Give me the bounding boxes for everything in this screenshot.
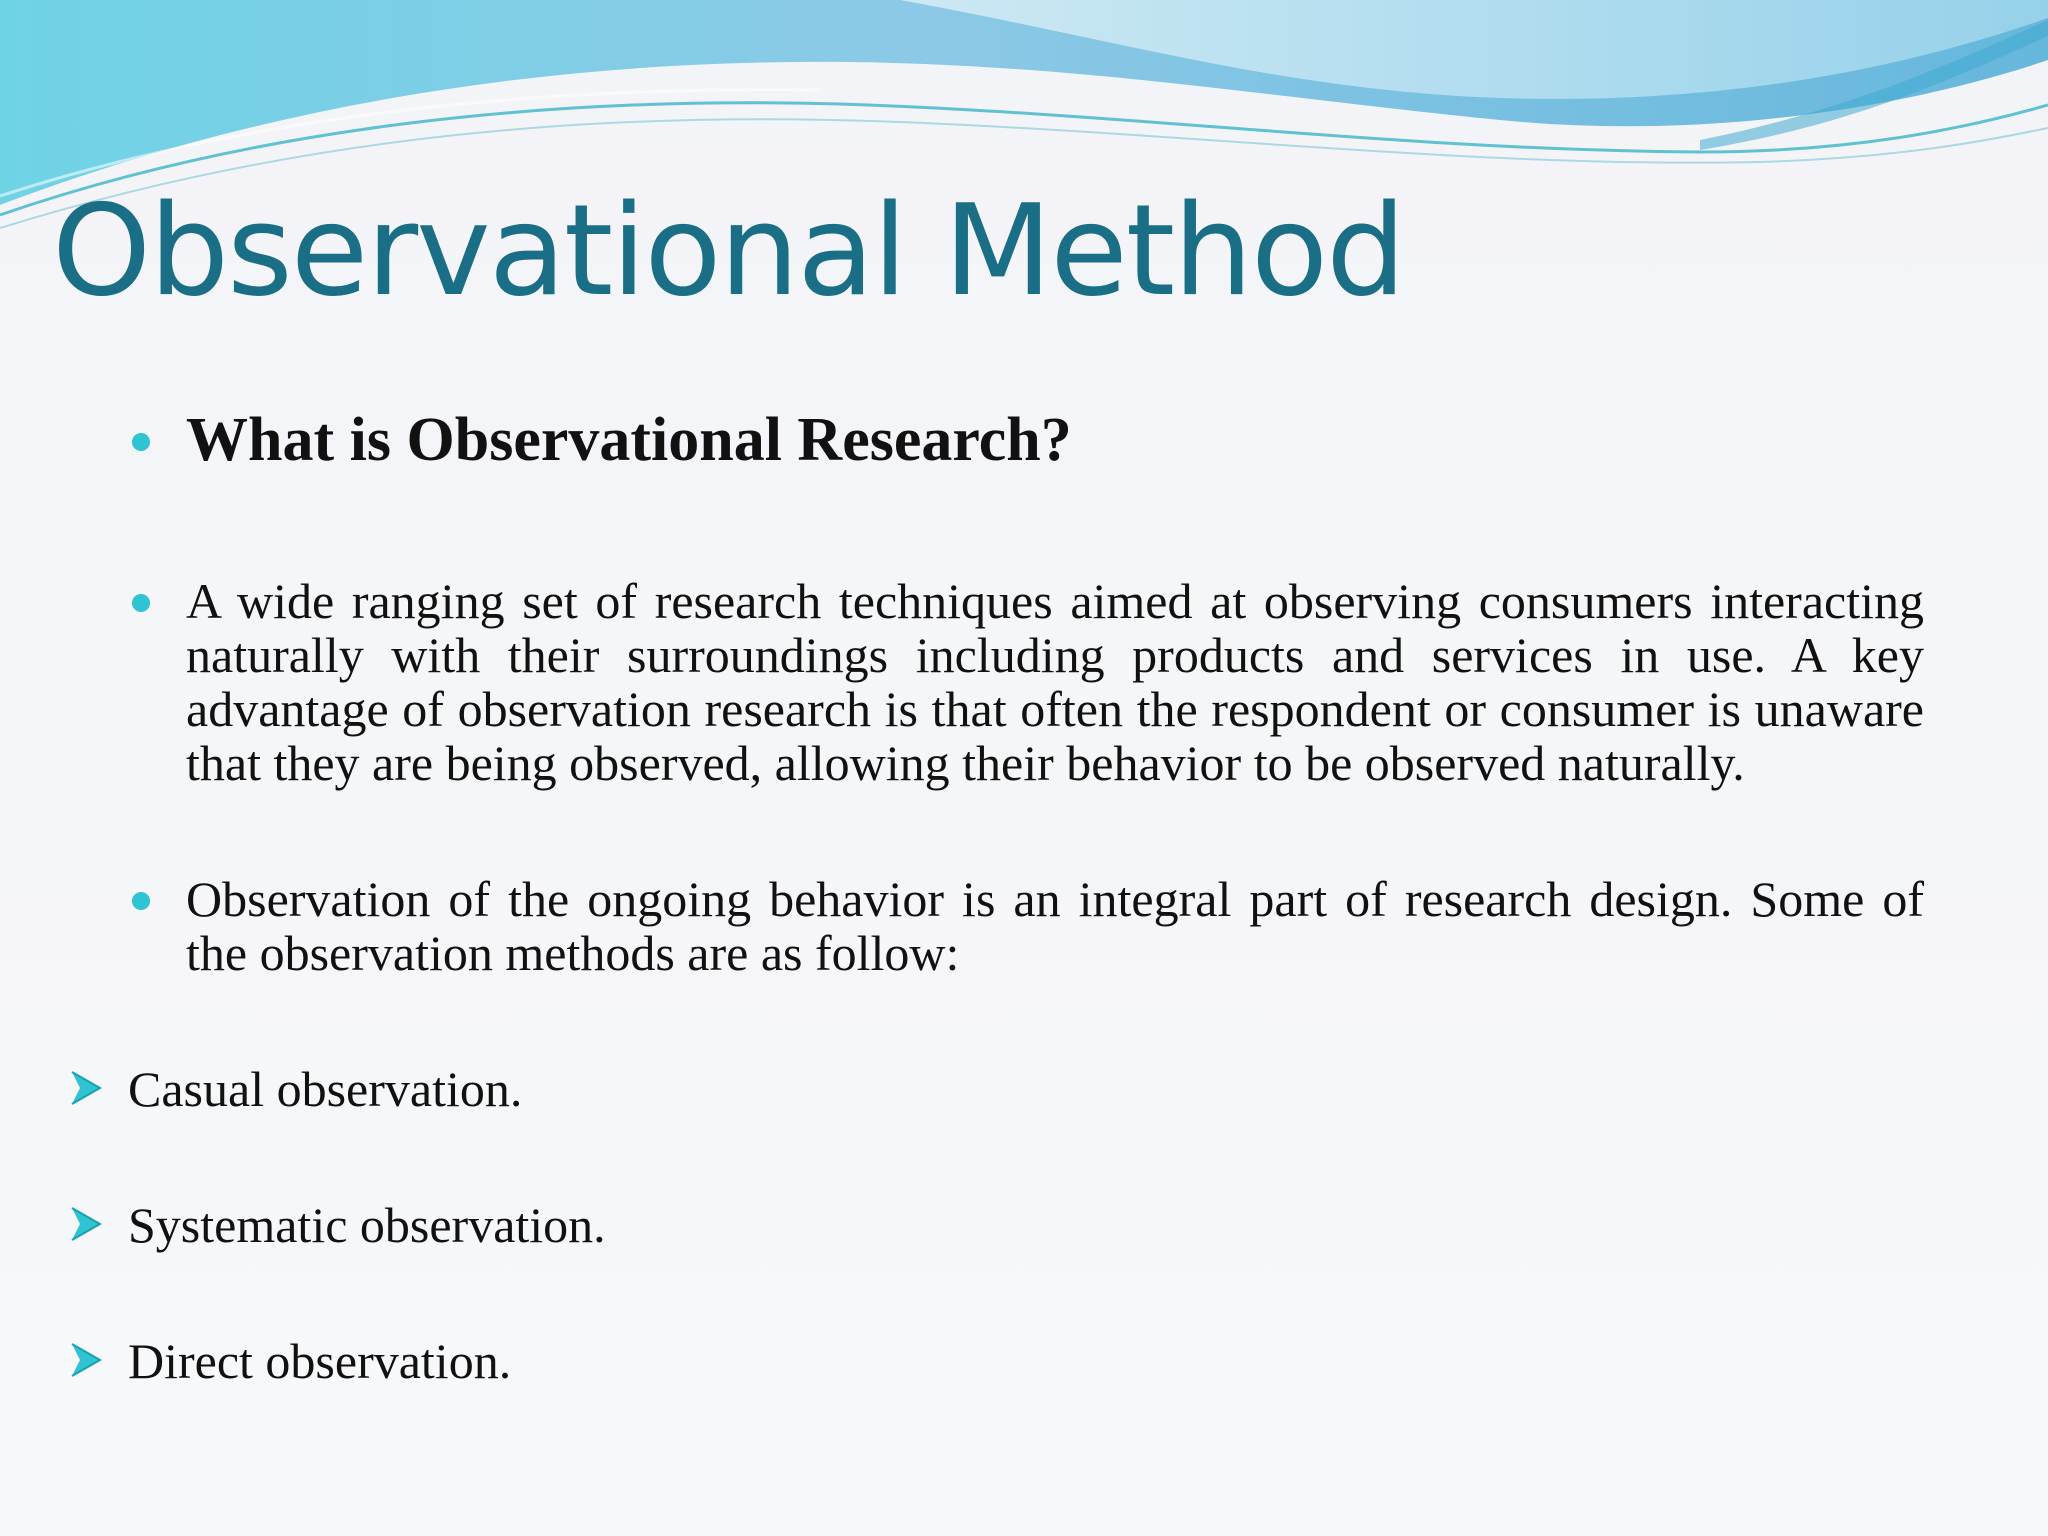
list-item-text: Direct observation. <box>128 1333 512 1389</box>
list-item <box>66 1334 1924 1388</box>
filled-circle-bullet-icon <box>132 594 150 612</box>
list-item-text: Casual observation. <box>128 1061 523 1117</box>
list-item <box>124 406 1924 474</box>
list-item-text: What is Observational Research? <box>186 406 1072 474</box>
list-item <box>66 1198 1924 1252</box>
filled-circle-bullet-icon <box>132 433 150 451</box>
bullet-list <box>124 400 1924 1388</box>
list-item <box>66 1062 1924 1116</box>
chevron-arrow-bullet-icon <box>68 1068 104 1108</box>
chevron-arrow-bullet-icon <box>68 1340 104 1380</box>
slide-title: Observational Method <box>52 177 1405 324</box>
list-item-text: A wide ranging set of research techniques aimed at observing consumers interacting naturally with their surroundings including products and services in use. A key advantage of observation research is that often the respondent or consumer is unaware that they are being observed, allowing their behavior to be observed naturally. <box>186 573 1924 791</box>
filled-circle-bullet-icon <box>132 892 150 910</box>
list-item-text: Observation of the ongoing behavior is an integral part of research design. Some of the observation methods are as follow: <box>186 871 1924 981</box>
list-item <box>124 574 1924 790</box>
chevron-arrow-bullet-icon <box>68 1204 104 1244</box>
list-item <box>124 872 1924 980</box>
list-item-text: Systematic observation. <box>128 1197 606 1253</box>
